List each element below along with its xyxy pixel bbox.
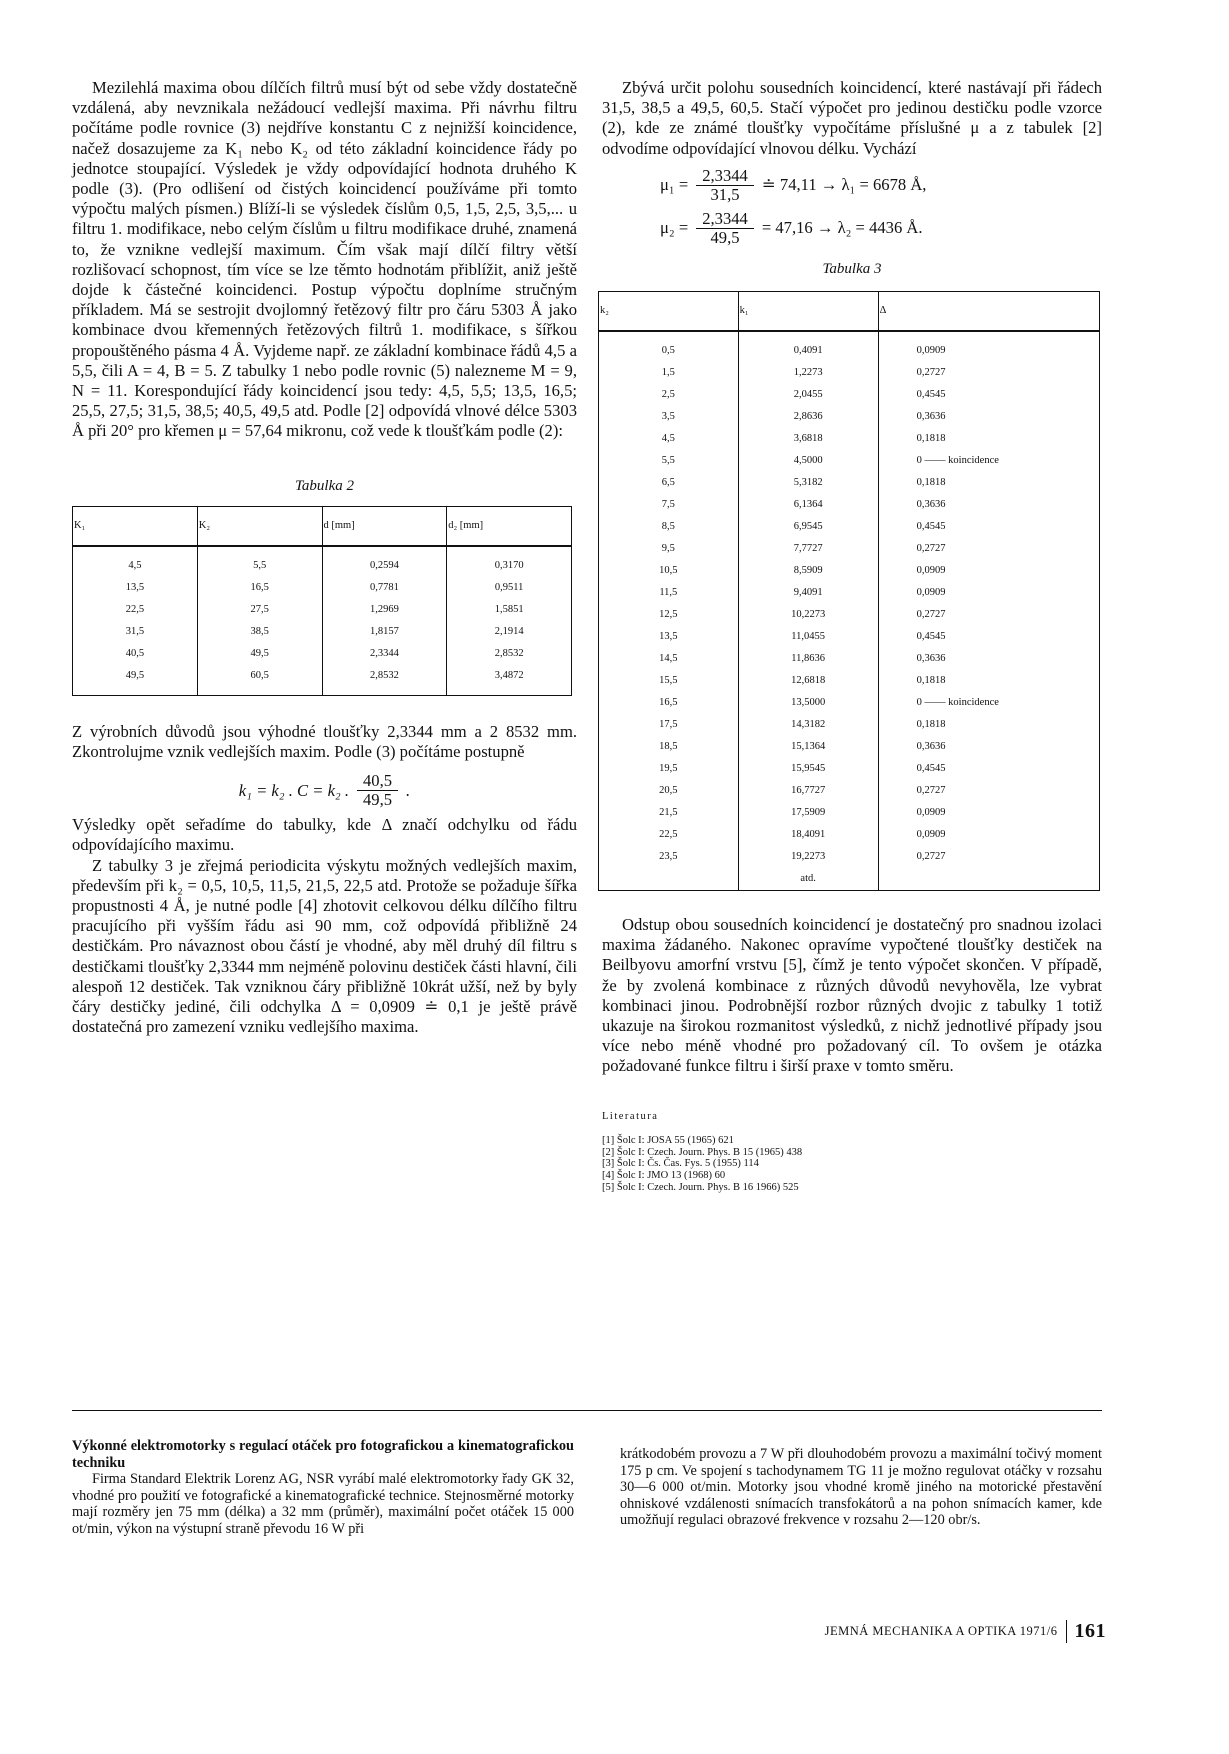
table-header-cell: k₂ xyxy=(599,292,739,332)
table-cell: 9,4091 xyxy=(738,582,878,604)
table-cell: 0,1818 xyxy=(878,670,1099,692)
table-cell: 10,5 xyxy=(659,564,678,576)
table-cell: atd. xyxy=(738,868,878,891)
table-row xyxy=(73,621,572,643)
table-cell: 2,0455 xyxy=(738,384,878,406)
table-cell: 0 —— koincidence xyxy=(878,450,1099,472)
table-header-cell: K₁ xyxy=(73,506,198,546)
formula-mu2-denominator: 49,5 xyxy=(710,227,740,247)
table-row xyxy=(599,692,1100,714)
table-2 xyxy=(72,506,572,696)
table-cell: 0,1818 xyxy=(878,428,1099,450)
table-cell: 0,2727 xyxy=(878,604,1099,626)
table-cell: 11,8636 xyxy=(738,648,878,670)
table-cell: 21,5 xyxy=(659,806,678,818)
table-cell: 5,5 xyxy=(197,546,322,577)
table-cell: 19,5 xyxy=(659,762,678,774)
table-cell: 38,5 xyxy=(197,621,322,643)
table-cell: 22,5 xyxy=(659,828,678,840)
table-cell: 5,5 xyxy=(661,454,675,466)
formula-mu2-rhs: = 47,16 → λ₂ = 4436 Å. xyxy=(761,218,923,238)
left-paragraph-1: Mezilehlá maxima obou dílčích filtrů musí být od sebe vždy dostatečně vzdálená, aby nevznikala nežádoucí vedlejší maxima. Při návrhu filtru počítáme podle rovnice (3) nejdříve konstantu C z nejnižší koincidence, načež dosazujeme za K₁ nebo K₂ od této základní koincidence řády po jednotce stoupající. Výsledek je vždy odpovídající hodnota druhého K podle (3). (Pro odlišení od čistých koincidencí používáme při tomto výpočtu malých písmen.) Blíží-li se výsledek číslům 0,5, 1,5, 2,5, 3,5,... u filtru 1. modifikace, nebo celým číslům u filtru modifikace druhé, znamená to, že vznikne vedlejší maximum. Čím však mají dílčí filtry větší rozlišovací schopnost, tím více se lze těmto hodnotám přiblížit, aniž ještě dojde k částečné koincidenci. Postup výpočtu doplníme stručným příkladem. Má se sestrojit dvojlomný řetězový filtr pro čáru 5303 Å jako kombinace dvou křemenných řetězových filtrů 1. modifikace, s šířkou propouštěného pásma 4 Å. Vyjdeme např. ze základní kombinace řádů 4,5 a 5,5, čili A = 4, B = 5. Z tabulky 1 nebo podle rovnic (5) nalezneme M = 9, N = 11. Korespondující řády koincidencí jsou tedy: 4,5, 5,5; 13,5, 16,5; 25,5, 27,5; 31,5, 38,5; 40,5, 49,5 atd. Podle [2] odpovídá vlnové délce 5303 Å při 20° pro křemen μ = 57,64 mikronu, což vede k tloušťkám podle (2): xyxy=(72,78,577,441)
table-cell: 9,5 xyxy=(661,542,675,554)
table-cell xyxy=(599,868,739,891)
table-cell: 0,1818 xyxy=(878,472,1099,494)
formula-mu2-numerator: 2,3344 xyxy=(696,210,754,229)
table-cell: 6,1364 xyxy=(738,494,878,516)
literature-item: [4] Šolc I: JMO 13 (1968) 60 xyxy=(602,1170,726,1182)
table-cell: 0,2727 xyxy=(878,538,1099,560)
table-cell: 13,5 xyxy=(659,630,678,642)
formula-mu1-numerator: 2,3344 xyxy=(696,167,754,186)
table-cell: 60,5 xyxy=(197,665,322,696)
table-row xyxy=(599,670,1100,692)
formula-mu1-lhs: μ₁ = xyxy=(660,175,689,195)
table-cell: 4,5 xyxy=(661,432,675,444)
table-row xyxy=(599,472,1100,494)
table-row xyxy=(599,582,1100,604)
table-cell: 0,3636 xyxy=(878,648,1099,670)
table-row xyxy=(599,736,1100,758)
table-cell: 19,2273 xyxy=(738,846,878,868)
table-cell: 18,4091 xyxy=(738,824,878,846)
formula-fraction xyxy=(357,772,398,809)
news-title: Výkonné elektromotorky s regulací otáček pro fotografickou a kinematografickou techniku xyxy=(72,1438,574,1471)
table-cell: 1,5 xyxy=(661,366,675,378)
table-cell: 16,5 xyxy=(659,696,678,708)
table-row xyxy=(599,780,1100,802)
table-cell: 1,5851 xyxy=(447,599,572,621)
table-cell: 15,1364 xyxy=(738,736,878,758)
table-cell: 6,9545 xyxy=(738,516,878,538)
table-row xyxy=(599,846,1100,868)
table-row xyxy=(599,648,1100,670)
table-cell: 8,5909 xyxy=(738,560,878,582)
table-cell: 13,5 xyxy=(125,581,145,593)
table-cell: 7,7727 xyxy=(738,538,878,560)
left-column xyxy=(72,78,577,1038)
table-cell: 2,8532 xyxy=(447,643,572,665)
table-row xyxy=(599,758,1100,780)
table-cell: 7,5 xyxy=(661,498,675,510)
table-cell: 17,5 xyxy=(659,718,678,730)
table3-header-row xyxy=(599,292,1100,332)
table-cell: 0 —— koincidence xyxy=(878,692,1099,714)
left-paragraph-3: Výsledky opět seřadíme do tabulky, kde Δ značí odchylku od řádu odpovídajícího maximu. xyxy=(72,815,577,855)
literature-title: Literatura xyxy=(602,1110,659,1122)
table-cell: 16,7727 xyxy=(738,780,878,802)
table-cell: 23,5 xyxy=(659,850,678,862)
table-cell: 0,3636 xyxy=(878,736,1099,758)
table-cell: 0,0909 xyxy=(878,582,1099,604)
table-cell: 0,0909 xyxy=(878,560,1099,582)
formula-end: . xyxy=(406,780,411,800)
table-cell: 15,5 xyxy=(659,674,678,686)
literature-item: [5] Šolc I: Czech. Journ. Phys. B 16 1966) 525 xyxy=(602,1182,799,1194)
literature-list xyxy=(602,1135,1102,1194)
table-row xyxy=(599,626,1100,648)
table-cell: 0,4091 xyxy=(738,331,878,362)
journal-name: JEMNÁ MECHANIKA A OPTIKA 1971/6 xyxy=(824,1624,1058,1638)
table-row xyxy=(73,665,572,696)
table-cell: 2,3344 xyxy=(322,643,447,665)
table-cell: 4,5 xyxy=(128,559,142,571)
table-cell: 0,5 xyxy=(661,344,675,356)
news-text-left: Firma Standard Elektrik Lorenz AG, NSR vyrábí malé elektromotorky řady GK 32, vhodné pro použití ve fotografické a kinematografické technice. Stejnosměrné motorky mají rozměry jen 75 mm (délka) a 32 mm (průměr), maximální počet otáček 15 000 ot/min, výkon na výstupní straně převodu 16 W při xyxy=(72,1471,574,1537)
table-cell: 49,5 xyxy=(197,643,322,665)
table-row xyxy=(599,824,1100,846)
table-cell: 2,5 xyxy=(661,388,675,400)
table-cell xyxy=(878,868,1099,891)
table-cell: 11,5 xyxy=(659,586,678,598)
formula-mu2-lhs: μ₂ = xyxy=(660,218,689,238)
table-cell: 0,4545 xyxy=(878,626,1099,648)
table-cell: 14,3182 xyxy=(738,714,878,736)
table-row xyxy=(599,714,1100,736)
table2-header-row xyxy=(73,506,572,546)
table3-caption: Tabulka 3 xyxy=(822,260,882,277)
table-cell: 2,8636 xyxy=(738,406,878,428)
table-row xyxy=(599,604,1100,626)
formula-numerator: 40,5 xyxy=(357,772,398,791)
table-cell: 10,2273 xyxy=(738,604,878,626)
table3-body xyxy=(599,331,1100,891)
table-header-cell: d₂ [mm] xyxy=(447,506,572,546)
table-row xyxy=(599,516,1100,538)
news-text-right: krátkodobém provozu a 7 W při dlouhodobém provozu a maximální točivý moment 175 p cm. Ve spojení s tachodynamem TG 11 je možno regulovat otáčky v rozsahu 30—6 000 ot/min. Motorky jsou vhodné kromě jiného na motorické přestavění ohniskové vzdálenosti snímacích transfokátorů a na pohon snímacích kamer, kde umožňují regulaci obrazové frekvence v rozsahu 2—120 obr/s. xyxy=(620,1446,1102,1528)
table-cell: 4,5000 xyxy=(738,450,878,472)
table-cell: 13,5000 xyxy=(738,692,878,714)
table-cell: 0,1818 xyxy=(878,714,1099,736)
table-cell: 11,0455 xyxy=(738,626,878,648)
formula-mu2-fraction xyxy=(696,210,754,247)
table-row xyxy=(599,428,1100,450)
table2-body xyxy=(73,546,572,696)
literature-item: [2] Šolc I: Czech. Journ. Phys. B 15 (1965) 438 xyxy=(602,1146,803,1158)
table-row xyxy=(599,802,1100,824)
table-row xyxy=(599,362,1100,384)
formula-k1 xyxy=(72,772,577,809)
table-cell: 1,2969 xyxy=(322,599,447,621)
table-cell: 15,9545 xyxy=(738,758,878,780)
section-divider xyxy=(72,1410,1102,1411)
table-cell: 0,3170 xyxy=(447,546,572,577)
table-row xyxy=(599,868,1100,891)
formula-lhs: k₁ = k₂ . C = k₂ . xyxy=(238,780,349,800)
table-cell: 14,5 xyxy=(659,652,678,664)
table-cell: 3,5 xyxy=(661,410,675,422)
table-cell: 0,0909 xyxy=(878,824,1099,846)
formula-mu1 xyxy=(660,167,1102,204)
formula-denominator: 49,5 xyxy=(363,790,393,810)
table-cell: 16,5 xyxy=(197,577,322,599)
table-cell: 0,3636 xyxy=(878,494,1099,516)
table-cell: 3,6818 xyxy=(738,428,878,450)
table-cell: 20,5 xyxy=(659,784,678,796)
table-cell: 0,0909 xyxy=(878,331,1099,362)
right-column xyxy=(602,78,1102,1194)
table-cell: 0,2594 xyxy=(322,546,447,577)
table-cell: 0,3636 xyxy=(878,406,1099,428)
table-cell: 31,5 xyxy=(125,625,145,637)
page-footer xyxy=(825,1620,1106,1643)
table-row xyxy=(73,643,572,665)
table-header-cell: Δ xyxy=(878,292,1099,332)
news-left-column xyxy=(72,1438,574,1537)
table-row xyxy=(73,577,572,599)
table-cell: 0,2727 xyxy=(878,362,1099,384)
formula-mu1-fraction xyxy=(696,167,754,204)
table-row xyxy=(599,450,1100,472)
left-paragraph-2: Z výrobních důvodů jsou výhodné tloušťky 2,3344 mm a 2 8532 mm. Zkontrolujme vznik vedlejších maxim. Podle (3) počítáme postupně xyxy=(72,721,577,762)
table-cell: 0,7781 xyxy=(322,577,447,599)
table-cell: 0,0909 xyxy=(878,802,1099,824)
table-header-cell: k₁ xyxy=(738,292,878,332)
table-cell: 2,8532 xyxy=(322,665,447,696)
table-cell: 0,2727 xyxy=(878,780,1099,802)
formula-mu1-denominator: 31,5 xyxy=(710,184,740,204)
table-header-cell: d [mm] xyxy=(322,506,447,546)
table-cell: 2,1914 xyxy=(447,621,572,643)
news-right-column xyxy=(620,1446,1102,1529)
table-cell: 0,4545 xyxy=(878,384,1099,406)
table-row xyxy=(599,538,1100,560)
formula-mu1-rhs: ≐ 74,11 → λ₁ = 6678 Å, xyxy=(761,175,927,195)
table-header-cell: K₂ xyxy=(197,506,322,546)
literature-item: [1] Šolc I: JOSA 55 (1965) 621 xyxy=(602,1134,734,1146)
table-row xyxy=(73,546,572,577)
literature-item: [3] Šolc I: Čs. Čas. Fys. 5 (1955) 114 xyxy=(602,1158,759,1170)
table-row xyxy=(73,599,572,621)
table-cell: 18,5 xyxy=(659,740,678,752)
table-row xyxy=(599,331,1100,362)
table-cell: 8,5 xyxy=(661,520,675,532)
table-cell: 0,4545 xyxy=(878,516,1099,538)
table-cell: 40,5 xyxy=(125,647,145,659)
table-cell: 6,5 xyxy=(661,476,675,488)
table-row xyxy=(599,494,1100,516)
table-cell: 27,5 xyxy=(197,599,322,621)
table-cell: 17,5909 xyxy=(738,802,878,824)
table-cell: 22,5 xyxy=(125,603,145,615)
right-paragraph-1: Zbývá určit polohu sousedních koincidencí, které nastávají při řádech 31,5, 38,5 a 49,5, 60,5. Stačí výpočet pro jedinou destičku podle vzorce (2), kde ze známé tloušťky vypočítáme příslušné μ a z tabulek [2] odvodíme odpovídající vlnovou délku. Vychází xyxy=(602,78,1102,158)
table-cell: 5,3182 xyxy=(738,472,878,494)
right-paragraph-2: Odstup obou sousedních koincidencí je dostatečný pro snadnou izolaci maxima žádaného. Nakonec opravíme vypočtené tloušťky destiček na Beilbyovu amorfní vrstvu [5], čímž je tento výpočet skončen. V případě, že by zvolená kombinace z různých důvodů nevyhověla, lze vybrat kombinaci jinou. Podrobnější rozbor různých dvojic z tabulky 1 totiž ukazuje na širokou rozmanitost výsledků, z nichž jednotlivé případy jsou více nebo méně vhodné pro požadovaný cíl. To ovšem je otázka požadované funkce filtru i širší praxe v tomto směru. xyxy=(602,915,1102,1076)
table-3 xyxy=(598,291,1100,891)
table-cell: 1,8157 xyxy=(322,621,447,643)
table-cell: 1,2273 xyxy=(738,362,878,384)
table-cell: 12,5 xyxy=(659,608,678,620)
page-number: 161 xyxy=(1066,1620,1107,1643)
table-cell: 3,4872 xyxy=(447,665,572,696)
table-cell: 49,5 xyxy=(125,669,145,681)
table-cell: 0,4545 xyxy=(878,758,1099,780)
table-cell: 12,6818 xyxy=(738,670,878,692)
table-row xyxy=(599,384,1100,406)
table2-caption: Tabulka 2 xyxy=(294,477,355,494)
table-row xyxy=(599,560,1100,582)
table-row xyxy=(599,406,1100,428)
left-paragraph-4: Z tabulky 3 je zřejmá periodicita výskytu možných vedlejších maxim, především při k₂ = 0,5, 10,5, 11,5, 21,5, 22,5 atd. Protože se požaduje šířka propustnosti 4 Å, je nutné podle [4] zhotovit celkovou délku dílčího filtru pracujícího při vyšším řádu asi 90 mm, což odpovídá přibližně 24 destičkám. Pro návaznost obou částí je vhodné, aby měl druhý díl filtru s destičkami tloušťky 2,3344 mm nejméně polovinu destiček části hlavní, čili alespoň 12 destiček. Tak vzniknou čáry přibližně 10krát užší, než by byly čáry destičky jediné, čili odchylka Δ = 0,0909 ≐ 0,1 je ještě právě dostatečná pro zamezení vzniku vedlejšího maxima. xyxy=(72,855,577,1037)
table-cell: 0,9511 xyxy=(447,577,572,599)
formula-mu2 xyxy=(660,210,1102,247)
table-cell: 0,2727 xyxy=(878,846,1099,868)
